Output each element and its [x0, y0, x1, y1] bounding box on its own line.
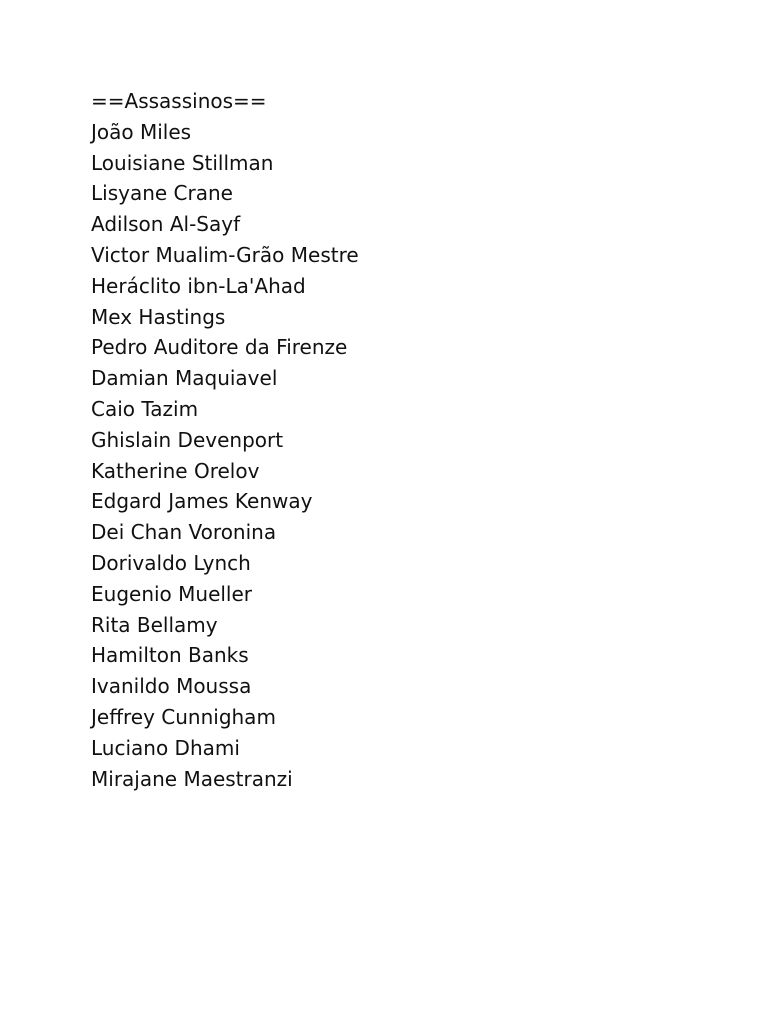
list-item: Edgard James Kenway — [91, 489, 313, 514]
list-item: Louisiane Stillman — [91, 150, 274, 175]
list-item: Victor Mualim-Grão Mestre — [91, 242, 359, 267]
list-item: Luciano Dhami — [91, 735, 240, 760]
list-item: Ghislain Devenport — [91, 427, 284, 452]
list-item: Katherine Orelov — [91, 458, 260, 483]
list-item: Mirajane Maestranzi — [91, 766, 293, 791]
list-item: Caio Tazim — [91, 396, 199, 421]
list-item: Ivanildo Moussa — [91, 674, 252, 699]
list-item: João Miles — [91, 119, 192, 144]
list-item: Eugenio Mueller — [91, 581, 253, 606]
list-item: Hamilton Banks — [91, 643, 249, 668]
list-item: Heráclito ibn-La'Ahad — [91, 273, 306, 298]
list-item: Jeffrey Cunnigham — [91, 704, 276, 729]
list-item: Dorivaldo Lynch — [91, 550, 251, 575]
list-item: Damian Maquiavel — [91, 366, 278, 391]
document-body — [91, 86, 359, 794]
list-item: Lisyane Crane — [91, 181, 233, 206]
section-heading: ==Assassinos== — [91, 89, 267, 113]
list-item: Adilson Al-Sayf — [91, 212, 241, 237]
list-item: Pedro Auditore da Firenze — [91, 335, 348, 360]
list-item: Dei Chan Voronina — [91, 520, 277, 545]
list-item: Rita Bellamy — [91, 612, 218, 637]
list-item: Mex Hastings — [91, 304, 226, 329]
